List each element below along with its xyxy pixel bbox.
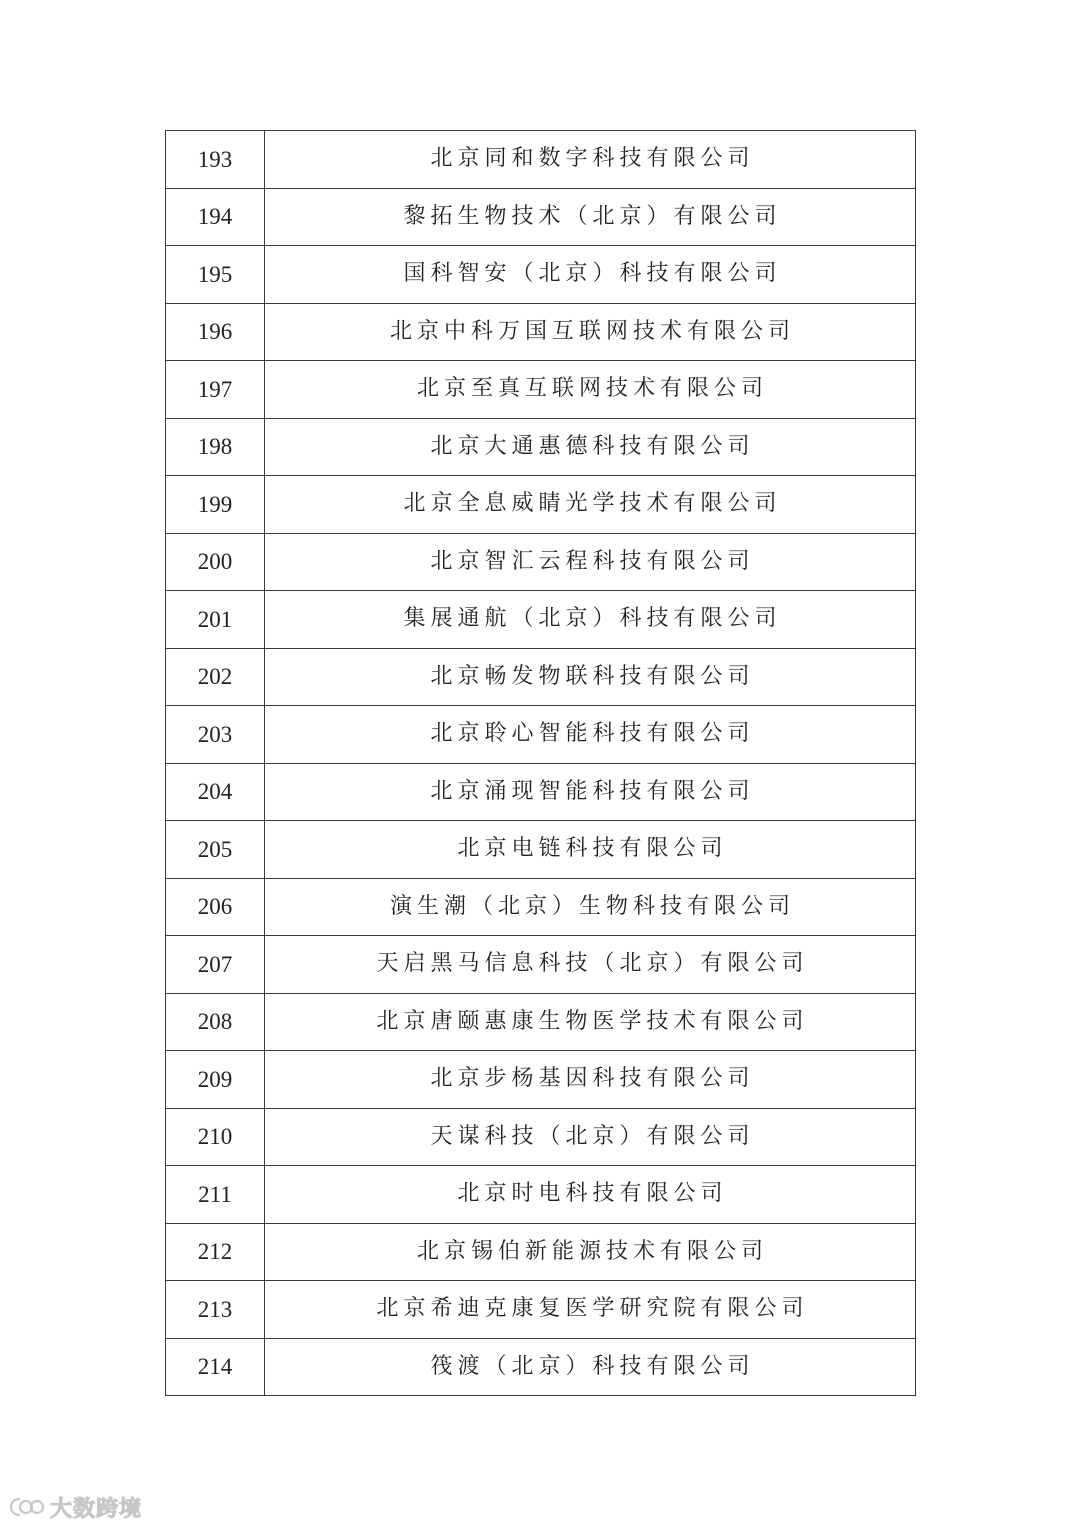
row-number: 205 [166,821,265,879]
row-number: 212 [166,1223,265,1281]
brand-logo-icon [10,1496,44,1518]
row-number: 194 [166,188,265,246]
row-number: 209 [166,1051,265,1109]
company-name: 演生潮（北京）生物科技有限公司 [265,878,916,936]
company-name: 北京涌现智能科技有限公司 [265,763,916,821]
company-name: 北京电链科技有限公司 [265,821,916,879]
company-name: 北京时电科技有限公司 [265,1166,916,1224]
row-number: 214 [166,1338,265,1396]
company-name: 筏渡（北京）科技有限公司 [265,1338,916,1396]
row-number: 201 [166,591,265,649]
company-name: 北京至真互联网技术有限公司 [265,361,916,419]
table-row [166,1281,916,1339]
company-list-table [165,130,916,1396]
table-row [166,361,916,419]
row-number: 193 [166,131,265,189]
table-row [166,763,916,821]
row-number: 197 [166,361,265,419]
row-number: 198 [166,418,265,476]
company-name: 北京锡伯新能源技术有限公司 [265,1223,916,1281]
company-name: 黎拓生物技术（北京）有限公司 [265,188,916,246]
row-number: 202 [166,648,265,706]
company-name: 集展通航（北京）科技有限公司 [265,591,916,649]
row-number: 208 [166,993,265,1051]
company-name: 北京全息威睛光学技术有限公司 [265,476,916,534]
table-row [166,821,916,879]
table-row [166,533,916,591]
company-name: 北京大通惠德科技有限公司 [265,418,916,476]
company-name: 天谋科技（北京）有限公司 [265,1108,916,1166]
row-number: 210 [166,1108,265,1166]
table-row [166,706,916,764]
table-row [166,303,916,361]
company-name: 北京智汇云程科技有限公司 [265,533,916,591]
watermark-text: 大数跨境 [50,1496,143,1522]
watermark [10,1492,142,1522]
table-row [166,648,916,706]
company-name: 北京聆心智能科技有限公司 [265,706,916,764]
table-row [166,1166,916,1224]
company-list-body [166,131,916,1396]
table-row [166,246,916,304]
table-row [166,1223,916,1281]
table-row [166,1051,916,1109]
company-name: 北京中科万国互联网技术有限公司 [265,303,916,361]
table-row [166,131,916,189]
company-name: 天启黑马信息科技（北京）有限公司 [265,936,916,994]
row-number: 213 [166,1281,265,1339]
company-name: 北京步杨基因科技有限公司 [265,1051,916,1109]
row-number: 195 [166,246,265,304]
company-name: 国科智安（北京）科技有限公司 [265,246,916,304]
table-row [166,1338,916,1396]
row-number: 196 [166,303,265,361]
table-row [166,476,916,534]
company-name: 北京畅发物联科技有限公司 [265,648,916,706]
company-name: 北京同和数字科技有限公司 [265,131,916,189]
row-number: 200 [166,533,265,591]
company-name: 北京唐颐惠康生物医学技术有限公司 [265,993,916,1051]
table-row [166,418,916,476]
row-number: 203 [166,706,265,764]
table-row [166,591,916,649]
row-number: 199 [166,476,265,534]
row-number: 207 [166,936,265,994]
table-row [166,1108,916,1166]
company-name: 北京希迪克康复医学研究院有限公司 [265,1281,916,1339]
table-row [166,188,916,246]
row-number: 211 [166,1166,265,1224]
row-number: 206 [166,878,265,936]
table-row [166,993,916,1051]
table-row [166,878,916,936]
table-row [166,936,916,994]
row-number: 204 [166,763,265,821]
